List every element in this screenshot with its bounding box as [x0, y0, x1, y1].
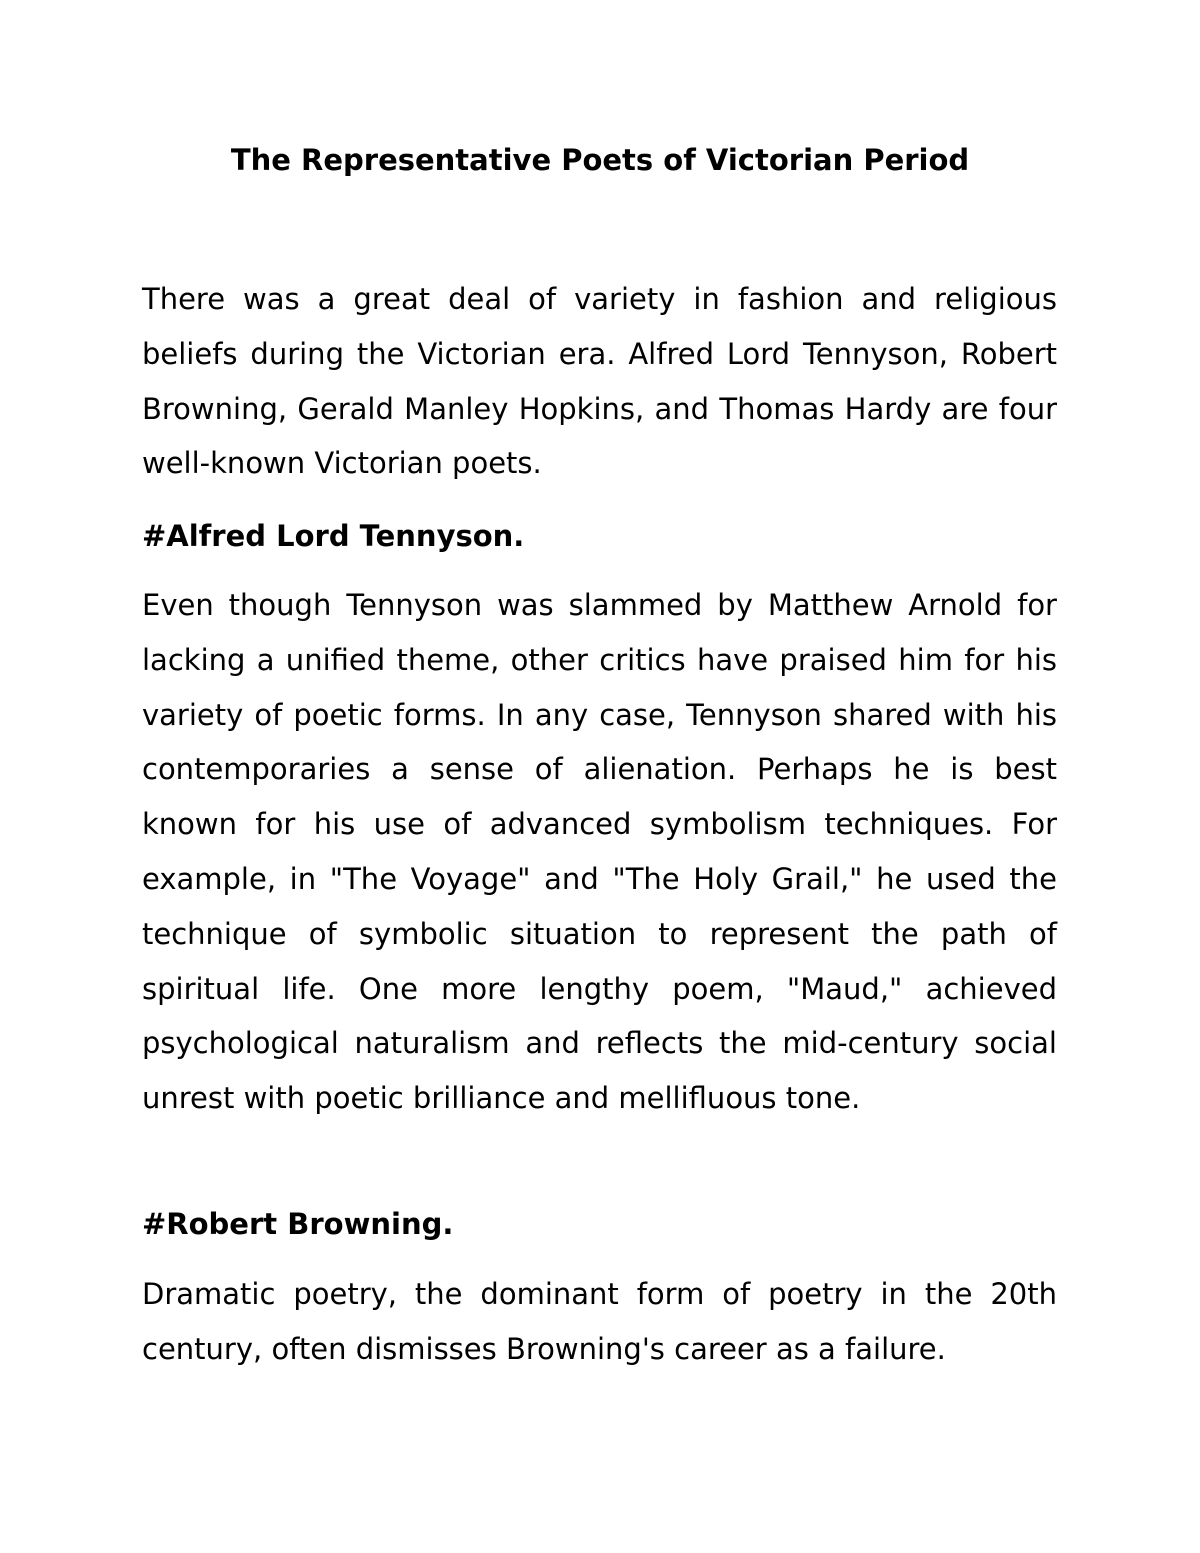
section-paragraph-tennyson: Even though Tennyson was slammed by Matthew Arnold for lacking a unified theme, other critics have praised him for his variety of poetic forms. In any case, Tennyson shared with his contemporaries a sense of alienation. Perhaps he is best known for his use of advanced symbolism techniques. For example, in "The Voyage" and "The Holy Grail," he used the technique of symbolic situation to represent the path of spiritual life. One more lengthy poem, "Maud," achieved psychological naturalism and reflects the mid-century social unrest with poetic brilliance and mellifluous tone.	[142, 588, 1057, 1116]
section-heading-tennyson: #Alfred Lord Tennyson.	[142, 519, 525, 553]
intro-paragraph: There was a great deal of variety in fashion and religious beliefs during the Victorian era. Alfred Lord Tennyson, Robert Browning, Gerald Manley Hopkins, and Thomas Hardy are four well-known Victorian poets.	[142, 282, 1057, 481]
document-title: The Representative Poets of Victorian Period	[230, 143, 970, 177]
section-heading-browning: #Robert Browning.	[142, 1207, 454, 1241]
section-paragraph-browning: Dramatic poetry, the dominant form of poetry in the 20th century, often dismisses Browning's career as a failure.	[142, 1277, 1057, 1366]
